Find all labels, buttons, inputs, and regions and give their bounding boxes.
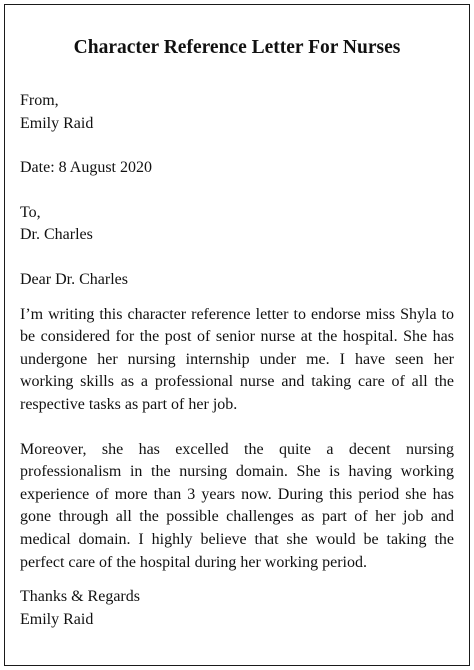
body-paragraph-1: I’m writing this character reference letter to endorse miss Shyla to be considered for the post of senior nurse at the hospital. She has undergone her nursing internship under me. I have seen her working skills as a professional nurse and taking care of all the respective tasks as part of her job. xyxy=(20,305,454,413)
closing: Thanks & Regards xyxy=(20,588,140,606)
closing-block xyxy=(20,586,454,631)
letter-date: Date: 8 August 2020 xyxy=(20,159,152,177)
letter-title: Character Reference Letter For Nurses xyxy=(73,37,401,58)
date-block xyxy=(20,157,454,180)
sender-name: Emily Raid xyxy=(20,114,94,132)
signature-name: Emily Raid xyxy=(20,610,94,628)
letter-body xyxy=(20,90,454,631)
from-label: From, xyxy=(20,92,59,109)
salutation-block xyxy=(20,269,454,292)
recipient-name: Dr. Charles xyxy=(20,226,93,244)
body-paragraph-2: Moreover, she has excelled the quite a decent nursing professionalism in the nursing domain. She is having working experience of more than 3 years now. During this period she has gone through all the possible challenges as part of her job and medical domain. I highly believe that she would be taking the perfect care of the hospital during her working period. xyxy=(20,440,454,571)
to-label: To, xyxy=(20,203,41,221)
recipient-block xyxy=(20,202,454,247)
salutation: Dear Dr. Charles xyxy=(20,270,128,288)
sender-block xyxy=(20,90,454,135)
